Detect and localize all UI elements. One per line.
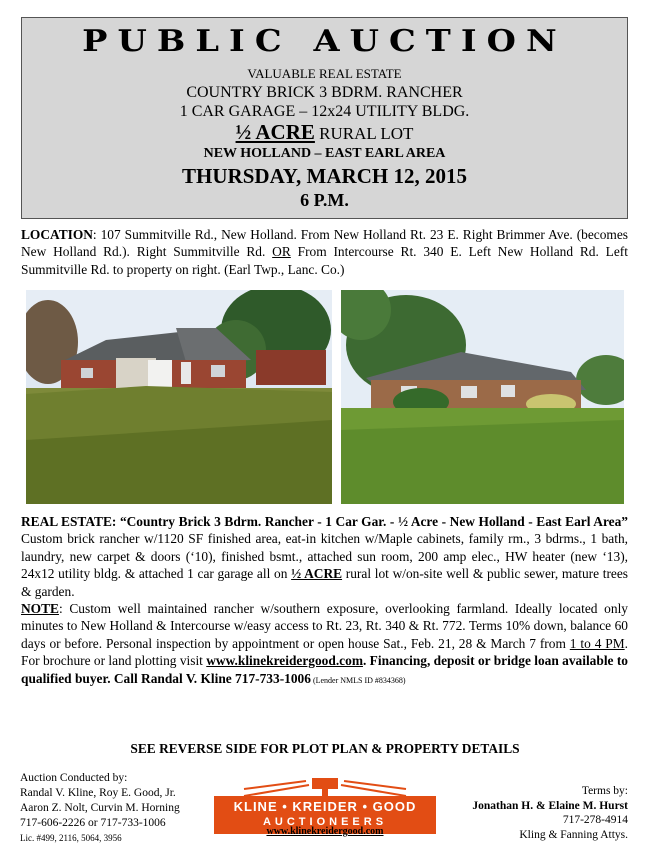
lender-id: (Lender NMLS ID #834368) <box>310 675 406 685</box>
terms-line-2: Jonathan H. & Elaine M. Hurst <box>472 799 628 812</box>
location-paragraph <box>21 226 628 278</box>
terms-line-3: 717-278-4914 <box>562 814 628 826</box>
logo-name: KLINE • KREIDER • GOOD <box>233 799 417 814</box>
auction-header <box>21 17 628 219</box>
acre-highlight: ½ ACRE <box>235 120 315 144</box>
logo-website-link[interactable]: www.klinekreidergood.com <box>266 826 384 837</box>
header-line-3: 1 CAR GARAGE – 12x24 UTILITY BLDG. <box>179 103 470 120</box>
header-area: NEW HOLLAND – EAST EARL AREA <box>203 146 446 161</box>
open-house-hours: 1 to 4 PM <box>569 635 625 651</box>
lot-text: RURAL LOT <box>314 124 414 143</box>
house-photo-left <box>26 290 332 504</box>
real-estate-text-b: rural lot w/on-site well & public sewer, mature trees & garden. <box>21 566 629 599</box>
conducted-line-4: 717-606-2226 or 717-733-1006 <box>20 817 166 829</box>
license-numbers: Lic. #499, 2116, 5064, 3956 <box>20 833 122 843</box>
real-estate-label: REAL ESTATE <box>21 514 112 529</box>
logo-auctioneers: AUCTIONEERS <box>262 816 388 828</box>
note-label: NOTE <box>21 601 59 617</box>
real-estate-acre: ½ ACRE <box>291 566 343 582</box>
real-estate-paragraph <box>21 513 628 689</box>
location-label: LOCATION <box>21 227 93 242</box>
real-estate-headline: : “Country Brick 3 Bdrm. Rancher - 1 Car Gar. - ½ Acre - New Holland - East Earl Area” <box>111 514 628 529</box>
terms-line-4: Kling & Fanning Attys. <box>519 828 628 841</box>
conducted-by <box>20 771 180 846</box>
conducted-line-2: Randal V. Kline, Roy E. Good, Jr. <box>20 787 176 799</box>
header-line-1: VALUABLE REAL ESTATE <box>247 66 402 81</box>
auction-time: 6 P.M. <box>300 190 349 210</box>
terms-line-1: Terms by: <box>581 785 628 797</box>
auction-date: THURSDAY, MARCH 12, 2015 <box>182 164 467 188</box>
auction-title: PUBLIC AUCTION <box>82 24 567 59</box>
reverse-side-note: SEE REVERSE SIDE FOR PLOT PLAN & PROPERTY DETAILS <box>130 741 520 756</box>
note-text-a: : Custom well maintained rancher w/southern exposure, overlooking farmland. Ideally located only minutes to New Holland & Intercourse w/easy access to Rt. 23, Rt. 340 & Rt. 772. Terms 10% down, balance 60 days or before. Personal inspection by appointment or open house Sat., Feb. 21, 28 & March 7 from <box>21 601 628 651</box>
location-text-b: From Intercourse Rt. 340 E. Left New Holland Rd. Left Summitville Rd. to property on right. (Earl Twp., Lanc. Co.) <box>21 244 628 277</box>
real-estate-text-a: Custom brick rancher w/1120 SF finished area, eat-in kitchen w/Maple cabinets, family rm., 3 bdrms., 1 bath, laundry, new carpet & doors (‘10), finished bsmt., attached sun room, 200 amp elec., HW heater (new ‘13), 24x12 utility bldg. & attached 1 car garage all on <box>21 531 628 582</box>
header-line-4 <box>22 120 627 144</box>
financing-text: . Financing, deposit or bridge loan available to qualified buyer. Call Randal V. Kline 717-733-1006 <box>21 653 628 686</box>
location-text-a: : 107 Summitville Rd., New Holland. From New Holland Rt. 23 E. Right Brimmer Ave. (becomes New Holland Rd.). Right Summitville Rd. <box>21 227 628 260</box>
conducted-line-3: Aaron Z. Nolt, Curvin M. Horning <box>20 802 180 814</box>
conducted-line-1: Auction Conducted by: <box>20 772 128 784</box>
header-line-2: COUNTRY BRICK 3 BDRM. RANCHER <box>186 84 463 101</box>
location-or: OR <box>272 244 291 260</box>
note-text-b: . For brochure or land plotting visit <box>21 635 628 669</box>
house-photo-right <box>341 290 624 504</box>
website-link[interactable]: www.klinekreidergood.com <box>206 653 363 669</box>
terms-by <box>472 784 628 842</box>
